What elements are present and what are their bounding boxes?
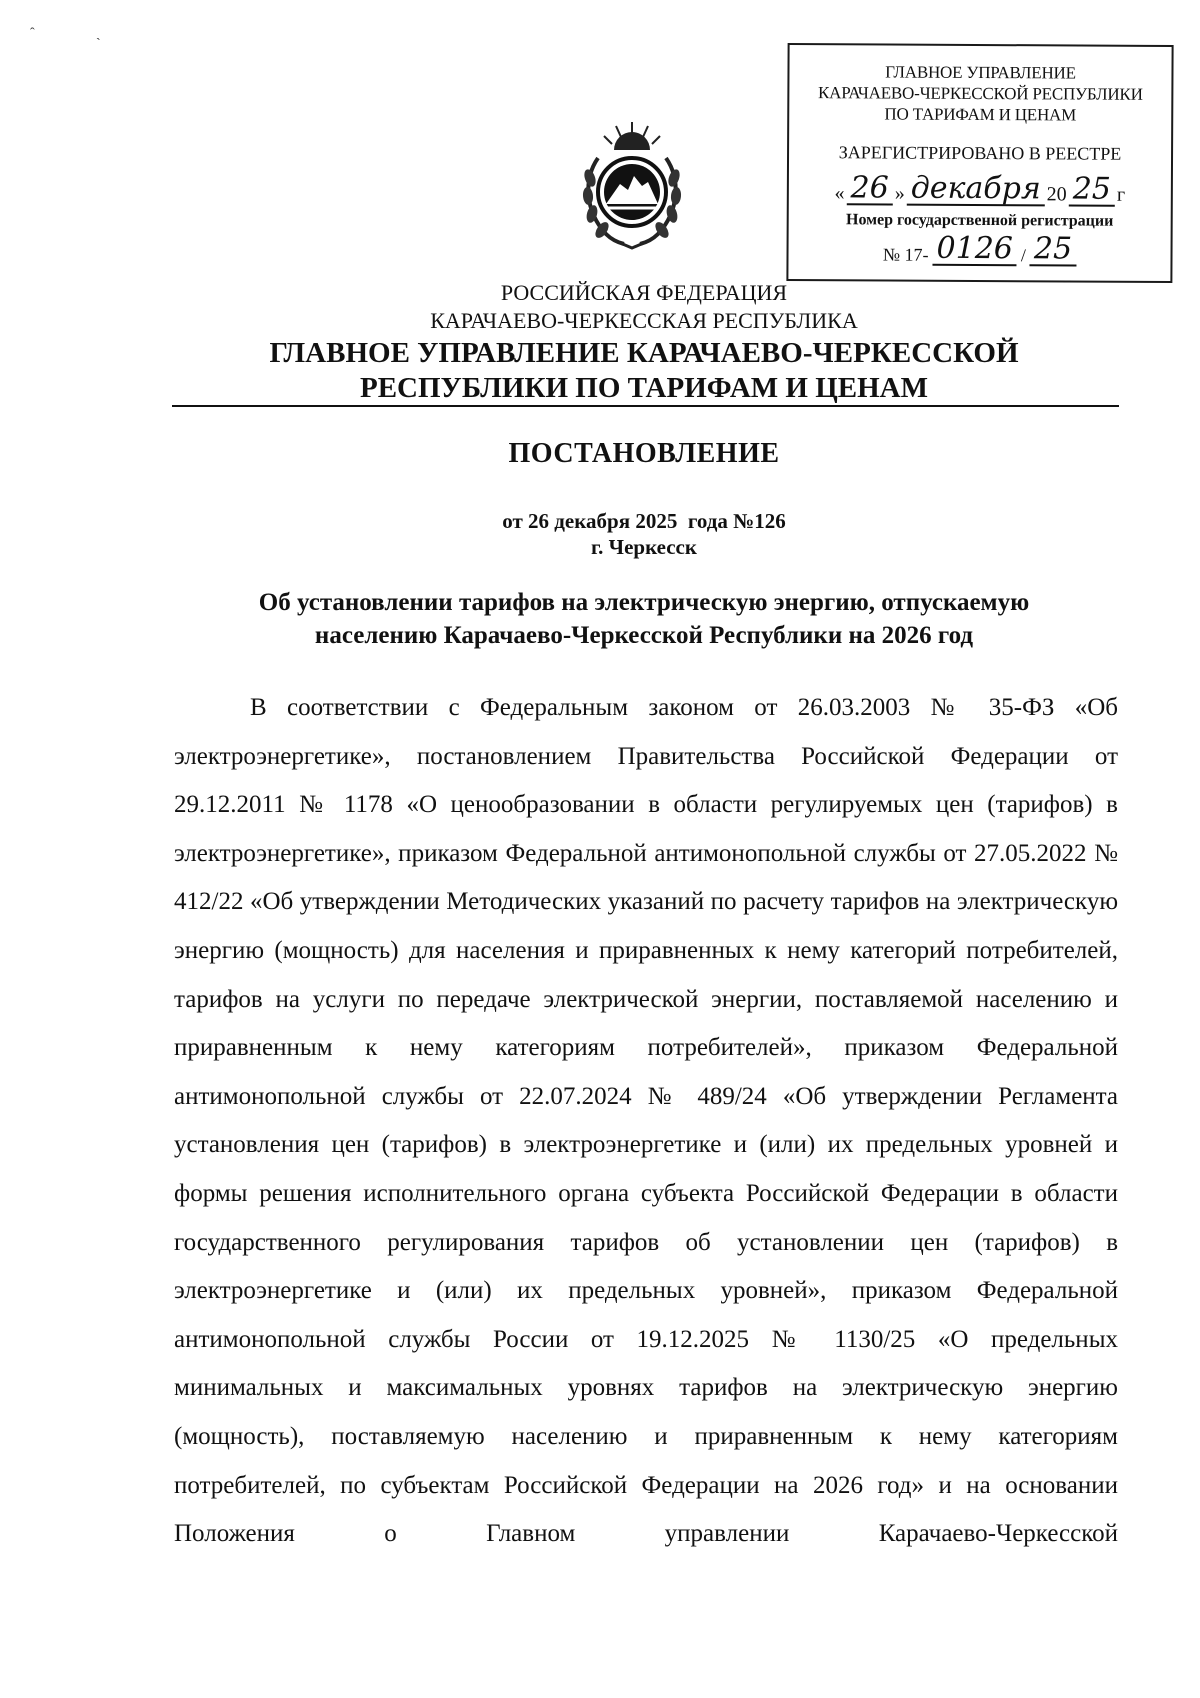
stamp-date-day: 26	[847, 173, 893, 205]
stamp-regnum	[788, 230, 1170, 267]
scan-mark: ˏ	[96, 26, 101, 41]
stamp-regnum-label: Номер государственной регистрации	[845, 211, 1114, 230]
header-agency-line: ГЛАВНОЕ УПРАВЛЕНИЕ КАРАЧАЕВО-ЧЕРКЕССКОЙ	[269, 337, 1019, 369]
header-country: РОССИЙСКАЯ ФЕДЕРАЦИЯ	[500, 280, 788, 305]
document-body-text: В соответствии с Федеральным законом от 26.03.2003 № 35-ФЗ «Об электроэнергетике», постановлением Правительства Российской Федерации от 29.12.2011 № 1178 «О ценообразовании в области регулируемых цен (тарифов) в электроэнергетике», приказом Федеральной антимонопольной службы от 27.05.2022 № 412/22 «Об утверждении Методических указаний по расчету тарифов на электрическую энергию (мощность) для населения и приравненных к нему категорий потребителей, тарифов на услуги по передаче электрической энергии, поставляемой населению и приравненным к нему категориям потребителей», приказом Федеральной антимонопольной службы от 22.07.2024 № 489/24 «Об утверждении Регламента установления цен (тарифов) в электроэнергетике и (или) их предельных уровней и формы решения исполнительного органа субъекта Российской Федерации в области государственного регулирования тарифов об установлении цен (тарифов) в электроэнергетике и (или) их предельных уровней», приказом Федеральной антимонопольной службы России от 19.12.2025 № 1130/25 «О предельных минимальных и максимальных уровнях тарифов на электрическую энергию (мощность), поставляемую населению и приравненным к нему категориям потребителей, по субъектам Российской Федерации на 2026 год» и на основании Положения о Главном управлении Карачаево-Черкесской	[174, 694, 1118, 1548]
stamp-regnum-suffix: 25	[1030, 234, 1076, 266]
document-body	[174, 684, 1118, 1559]
scan-mark: ˆ	[30, 26, 35, 41]
stamp-date-year-unit: г	[1116, 183, 1126, 206]
stamp-date-month: декабря	[907, 174, 1045, 207]
document-title-line: Об установлении тарифов на электрическую энергию, отпускаемую	[258, 589, 1030, 616]
document-city: г. Черкесск	[591, 535, 697, 559]
document-date-number: от 26 декабря 2025 года №126	[502, 509, 786, 533]
header-agency	[170, 336, 1118, 406]
registration-stamp	[786, 43, 1173, 283]
stamp-registered-label: ЗАРЕГИСТРИРОВАНО В РЕЕСТРЕ	[838, 142, 1122, 164]
stamp-date-year-prefix: 20	[1046, 183, 1067, 206]
stamp-date-year-suffix: 25	[1069, 174, 1115, 206]
document-title-line: населению Карачаево-Черкесской Республики на 2026 год	[314, 622, 974, 649]
header-region: КАРАЧАЕВО-ЧЕРКЕССКАЯ РЕСПУБЛИКА	[430, 308, 858, 333]
coat-of-arms-emblem	[576, 118, 688, 250]
header-divider	[172, 405, 1119, 407]
stamp-date-close-quote: »	[894, 182, 905, 205]
document-date-block	[170, 508, 1118, 560]
stamp-org-line: ПО ТАРИФАМ И ЦЕНАМ	[884, 104, 1077, 125]
stamp-date	[789, 171, 1171, 207]
stamp-regnum-sep: /	[1020, 245, 1026, 266]
stamp-org-line: КАРАЧАЕВО-ЧЕРКЕССКОЙ РЕСПУБЛИКИ	[817, 83, 1143, 104]
stamp-date-open-quote: «	[834, 182, 845, 205]
header-agency-line: РЕСПУБЛИКИ ПО ТАРИФАМ И ЦЕНАМ	[360, 372, 928, 404]
stamp-regnum-value: 0126	[933, 234, 1018, 266]
stamp-org-line: ГЛАВНОЕ УПРАВЛЕНИЕ	[885, 62, 1076, 83]
stamp-regnum-prefix: № 17-	[882, 244, 929, 265]
stamp-organization	[789, 61, 1171, 126]
document-type: ПОСТАНОВЛЕНИЕ	[508, 438, 780, 469]
document-title	[170, 586, 1118, 652]
